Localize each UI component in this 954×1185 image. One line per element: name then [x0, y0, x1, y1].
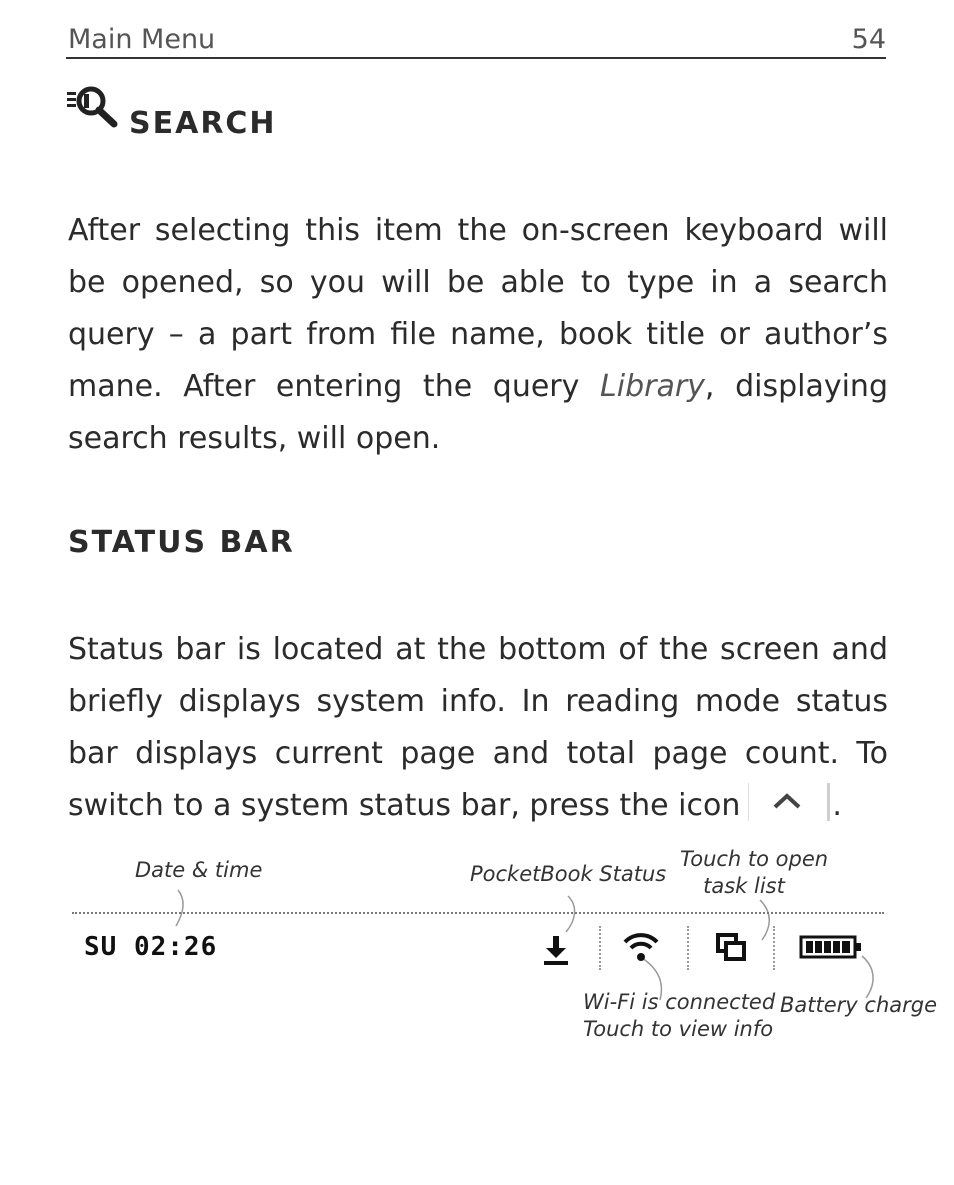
download-icon[interactable]	[541, 934, 571, 968]
battery-icon[interactable]	[799, 934, 863, 960]
chevron-up-icon	[748, 783, 830, 821]
label-pocketbook-status: PocketBook Status	[470, 862, 667, 886]
search-heading: SEARCH	[129, 106, 277, 141]
library-term: Library	[600, 369, 705, 404]
separator	[773, 926, 775, 970]
header-rule	[66, 57, 886, 59]
task-list-icon[interactable]	[715, 932, 749, 962]
label-wifi: Wi-Fi is connected Touch to view info	[583, 990, 776, 1041]
status-clock: SU 02:26	[84, 932, 218, 962]
running-header-section: Main Menu	[68, 24, 216, 55]
label-task-list: Touch to open task list	[680, 847, 829, 898]
search-paragraph: After selecting this item the on-screen keyboard will be opened, so you will be able to type in a search query – a part from file name, book title or author’s mane. After entering the query Library, displaying search results, will open.	[68, 213, 888, 456]
wifi-icon[interactable]	[621, 930, 661, 964]
page-number: 54	[851, 24, 886, 55]
separator	[599, 926, 601, 970]
label-date-time: Date & time	[135, 858, 263, 882]
status-bar-heading: STATUS BAR	[68, 525, 295, 560]
label-battery: Battery charge	[780, 993, 938, 1017]
separator	[687, 926, 689, 970]
status-bar-top-line	[72, 912, 884, 914]
status-bar-paragraph: Status bar is located at the bottom of the screen and briefly displays system info. In reading mode status bar displays current page and total page count. To switch to a system status bar, press the icon .	[68, 632, 888, 823]
search-icon	[66, 84, 122, 130]
status-bar-diagram	[0, 840, 954, 1060]
